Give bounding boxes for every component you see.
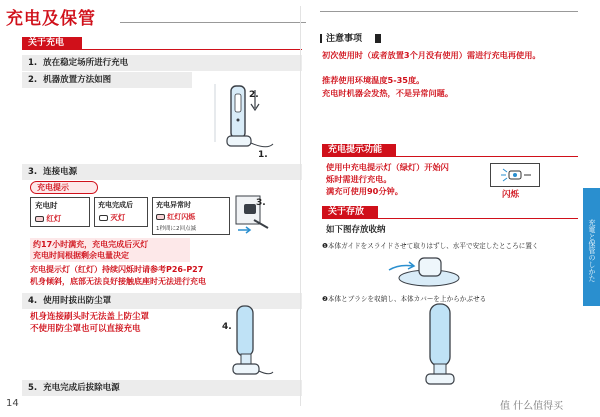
section-charge-function: 充电提示功能 — [322, 144, 396, 157]
section-rule — [82, 49, 302, 50]
indicator-abnormal — [152, 197, 230, 235]
storage-step-1: ❶本体ガイドをスライドさせて取りはずし、水平で安定したところに置く — [322, 242, 539, 250]
indicator-state: 灭灯 — [110, 213, 126, 222]
dust-text: 机身连接刷头时无法盖上防尘罩 — [30, 312, 150, 322]
charge-hint-label: 充电提示 — [30, 181, 98, 194]
notice-text: 充电时机器会发热，不是异常问题。 — [322, 88, 454, 98]
notice-text: 推荐使用环境温度5-35度。 — [322, 75, 425, 85]
section-rule — [378, 218, 578, 219]
indicator-done — [94, 197, 148, 227]
hint-text: 约17小时满充，充电完成后灭灯 — [33, 240, 149, 249]
led-blink-icon — [156, 214, 165, 220]
indicator-state: 红灯闪烁 — [167, 213, 196, 221]
func-text: 烁时需进行充电。 — [326, 174, 392, 184]
notice-label — [320, 31, 381, 44]
hint-text: 机身倾斜，底部无法良好接触底座时无法进行充电 — [30, 277, 206, 286]
dust-text: 不使用防尘罩也可以直接充电 — [30, 324, 141, 334]
indicator-title: 充电完成后 — [98, 201, 133, 209]
section-about-charging: 关于充电 — [22, 37, 82, 50]
step-text: 放在稳定场所进行充电 — [43, 58, 129, 68]
watermark: 值 什么值得买 — [500, 401, 564, 412]
indicator-charging — [30, 197, 90, 227]
right-top-rule — [320, 11, 578, 12]
figure-step-label: 3. — [256, 198, 266, 208]
page-number: 14 — [6, 398, 19, 409]
green-led-indicator — [490, 163, 540, 187]
hint-text: 充电提示灯（红灯）持续闪烁时请参考P26-P27 — [30, 265, 204, 274]
flash-label: 闪烁 — [502, 190, 520, 200]
device-placement-figure — [195, 80, 275, 160]
func-text: 使用中充电提示灯（绿灯）开始闪 — [326, 162, 449, 172]
step-text: 机器放置方法如图 — [43, 75, 112, 85]
stand-base-figure — [385, 250, 465, 290]
page-gutter — [300, 6, 301, 406]
notice-label-text: 注意事项 — [326, 34, 363, 44]
indicator-state: 红灯 — [46, 214, 62, 223]
led-red-icon — [35, 216, 44, 222]
step-text: 使用时拔出防尘罩 — [43, 296, 112, 306]
section-rule — [396, 156, 578, 157]
chapter-side-tab: 充電と保管のしかた — [583, 188, 600, 306]
step-3 — [22, 164, 302, 180]
page-title: 充电及保管 — [6, 9, 96, 29]
indicator-subtext: 1秒間に2回点滅 — [156, 226, 196, 232]
led-off-icon — [99, 215, 108, 221]
step-number: 4. — [28, 296, 38, 306]
step-number: 5. — [28, 383, 38, 393]
title-divider — [120, 22, 306, 23]
indicator-title: 充电异常时 — [156, 201, 191, 209]
storage-intro: 如下图存放收纳 — [326, 225, 386, 235]
step-text: 充电完成后拔除电源 — [43, 383, 120, 393]
dust-cover-figure — [215, 302, 275, 382]
section-storage: 关于存放 — [322, 206, 378, 219]
storage-step-2: ❷本体とブラシを収納し、本体カバーを上からかぶせる — [322, 295, 487, 303]
notice-text: 初次使用时（或者放置3个月没有使用）需进行充电再使用。 — [322, 50, 541, 60]
indicator-title: 充电时 — [35, 201, 58, 210]
figure-step-label: 1. — [258, 150, 268, 160]
figure-step-label: 4. — [222, 322, 232, 332]
figure-step-label: 2. — [249, 90, 259, 100]
power-plug-figure — [234, 190, 274, 234]
blink-led-icon — [491, 164, 539, 186]
func-text: 满充可使用90分钟。 — [326, 186, 403, 196]
hint-box — [30, 238, 190, 262]
step-number: 3. — [28, 167, 38, 177]
step-2 — [22, 72, 192, 88]
step-number: 1. — [28, 58, 38, 68]
step-1 — [22, 55, 302, 71]
step-number: 2. — [28, 75, 38, 85]
step-5 — [22, 380, 302, 396]
hint-text: 充电时间根据剩余电量决定 — [33, 251, 129, 260]
stored-device-figure — [420, 300, 464, 390]
step-text: 连接电源 — [43, 167, 78, 177]
